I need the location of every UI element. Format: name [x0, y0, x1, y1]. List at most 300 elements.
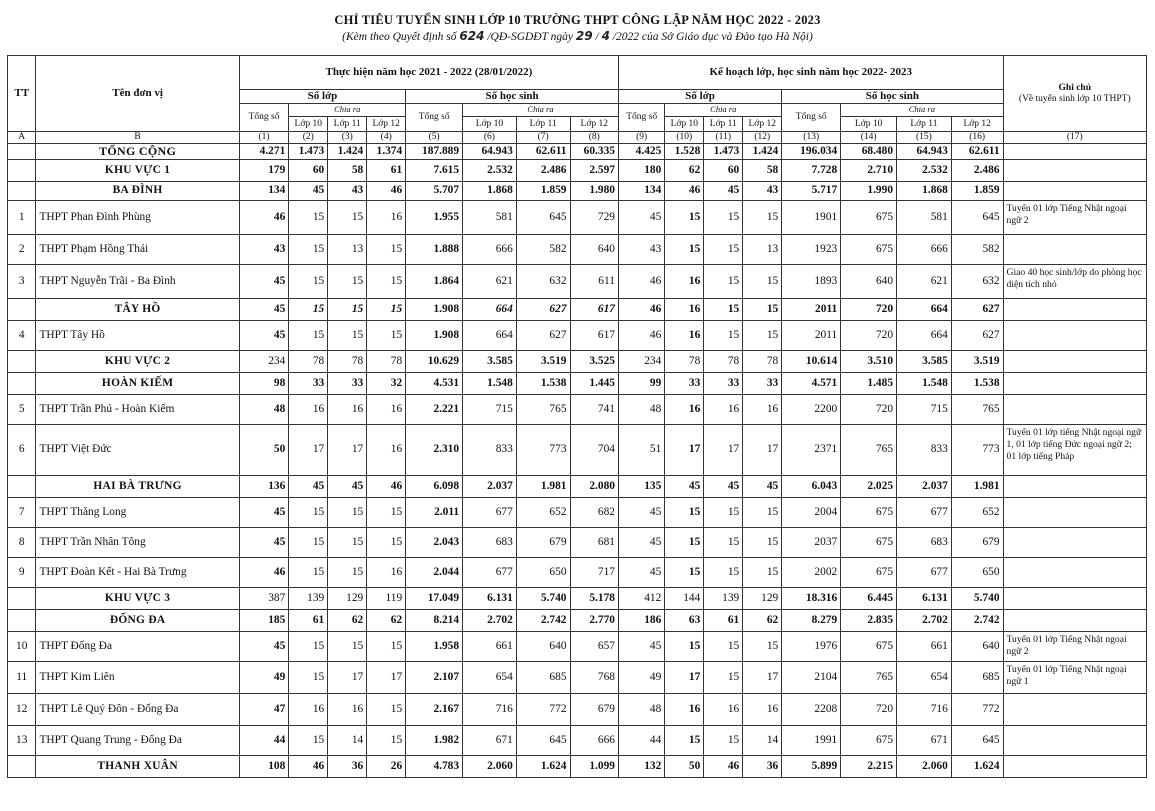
cell-value: 2.702 [463, 609, 517, 631]
cell-value: 46 [239, 557, 289, 587]
row-note [1003, 497, 1146, 527]
cell-value: 4.531 [406, 372, 463, 394]
table-row [8, 372, 1147, 394]
school-name: THPT Đoàn Kết - Hai Bà Trưng [36, 557, 239, 587]
cell-value: 632 [951, 264, 1003, 298]
cell-value: 2011 [782, 298, 841, 320]
cell-value: 1.374 [367, 143, 406, 159]
cell-value: 773 [516, 424, 570, 475]
cell-value: 98 [239, 372, 289, 394]
cell-value: 2.037 [897, 475, 952, 497]
cell-value: 15 [328, 631, 367, 661]
row-tt: 13 [8, 725, 36, 755]
row-note: Giao 40 học sinh/lớp do phòng học diện tích nhỏ [1003, 264, 1146, 298]
cell-value: 2.044 [406, 557, 463, 587]
cell-value: 16 [665, 693, 704, 725]
cell-value: 765 [951, 394, 1003, 424]
cell-value: 15 [665, 200, 704, 234]
row-tt [8, 181, 36, 200]
school-name: THPT Trần Phú - Hoàn Kiếm [36, 394, 239, 424]
header-ten-don-vi: Tên đơn vị [36, 56, 239, 132]
subtitle-part-4: /2022 của Sở Giáo dục và Đào tạo Hà Nội) [609, 31, 813, 43]
cell-value: 16 [289, 693, 328, 725]
cell-value: 685 [516, 661, 570, 693]
cell-value: 14 [328, 725, 367, 755]
cell-value: 683 [897, 527, 952, 557]
cell-value: 716 [897, 693, 952, 725]
cell-value: 2.310 [406, 424, 463, 475]
cell-value: 715 [463, 394, 517, 424]
cell-value: 62 [665, 159, 704, 181]
row-note [1003, 350, 1146, 372]
group-name: KHU VỰC 2 [36, 350, 239, 372]
cell-value: 16 [367, 557, 406, 587]
column-index: (17) [1003, 132, 1146, 144]
cell-value: 4.271 [239, 143, 289, 159]
cell-value: 15 [704, 298, 743, 320]
cell-value: 765 [841, 661, 897, 693]
cell-value: 99 [618, 372, 664, 394]
cell-value: 45 [328, 475, 367, 497]
cell-value: 129 [328, 587, 367, 609]
cell-value: 46 [239, 200, 289, 234]
table-row [8, 755, 1147, 777]
cell-value: 650 [951, 557, 1003, 587]
cell-value: 15 [289, 527, 328, 557]
header-so-hs-2: Số học sinh [782, 90, 1003, 104]
cell-value: 15 [665, 497, 704, 527]
cell-value: 45 [618, 527, 664, 557]
school-name: THPT Kim Liên [36, 661, 239, 693]
cell-value: 2.060 [463, 755, 517, 777]
cell-value: 671 [463, 725, 517, 755]
cell-value: 768 [570, 661, 618, 693]
cell-value: 45 [239, 631, 289, 661]
cell-value: 2011 [782, 320, 841, 350]
cell-value: 108 [239, 755, 289, 777]
cell-value: 387 [239, 587, 289, 609]
cell-value: 2.221 [406, 394, 463, 424]
cell-value: 2.011 [406, 497, 463, 527]
cell-value: 2371 [782, 424, 841, 475]
cell-value: 15 [289, 661, 328, 693]
cell-value: 5.740 [951, 587, 1003, 609]
cell-value: 2.770 [570, 609, 618, 631]
cell-value: 4.425 [618, 143, 664, 159]
cell-value: 26 [367, 755, 406, 777]
cell-value: 664 [463, 298, 517, 320]
cell-value: 64.943 [897, 143, 952, 159]
cell-value: 1.424 [743, 143, 782, 159]
cell-value: 47 [239, 693, 289, 725]
cell-value: 1.908 [406, 298, 463, 320]
cell-value: 833 [897, 424, 952, 475]
cell-value: 645 [516, 725, 570, 755]
cell-value: 1.888 [406, 234, 463, 264]
cell-value: 2.080 [570, 475, 618, 497]
cell-value: 741 [570, 394, 618, 424]
column-index: (9) [618, 132, 664, 144]
cell-value: 61 [704, 609, 743, 631]
cell-value: 2208 [782, 693, 841, 725]
cell-value: 632 [516, 264, 570, 298]
cell-value: 33 [665, 372, 704, 394]
cell-value: 61 [367, 159, 406, 181]
header-so-lop-2: Số lớp [618, 90, 781, 104]
cell-value: 132 [618, 755, 664, 777]
row-tt [8, 587, 36, 609]
cell-value: 134 [618, 181, 664, 200]
cell-value: 2.702 [897, 609, 952, 631]
cell-value: 16 [328, 394, 367, 424]
cell-value: 43 [618, 234, 664, 264]
cell-value: 677 [897, 497, 952, 527]
cell-value: 43 [328, 181, 367, 200]
cell-value: 1.868 [463, 181, 517, 200]
table-row [8, 350, 1147, 372]
cell-value: 15 [289, 497, 328, 527]
cell-value: 36 [743, 755, 782, 777]
cell-value: 36 [328, 755, 367, 777]
cell-value: 2.043 [406, 527, 463, 557]
header-lop12: Lớp 12 [743, 117, 782, 132]
cell-value: 15 [289, 264, 328, 298]
row-tt [8, 298, 36, 320]
cell-value: 17 [328, 661, 367, 693]
cell-value: 2002 [782, 557, 841, 587]
cell-value: 180 [618, 159, 664, 181]
cell-value: 765 [516, 394, 570, 424]
cell-value: 15 [743, 298, 782, 320]
cell-value: 2.167 [406, 693, 463, 725]
row-note: Tuyển 01 lớp Tiếng Nhật ngoại ngữ 1 [1003, 661, 1146, 693]
cell-value: 61 [289, 609, 328, 631]
cell-value: 664 [463, 320, 517, 350]
cell-value: 15 [743, 527, 782, 557]
cell-value: 46 [618, 320, 664, 350]
school-name: THPT Quang Trung - Đống Đa [36, 725, 239, 755]
cell-value: 17 [289, 424, 328, 475]
cell-value: 3.510 [841, 350, 897, 372]
cell-value: 15 [289, 725, 328, 755]
cell-value: 45 [239, 497, 289, 527]
cell-value: 715 [897, 394, 952, 424]
cell-value: 2004 [782, 497, 841, 527]
cell-value: 68.480 [841, 143, 897, 159]
cell-value: 15 [328, 557, 367, 587]
cell-value: 679 [516, 527, 570, 557]
cell-value: 671 [897, 725, 952, 755]
cell-value: 196.034 [782, 143, 841, 159]
column-index: (14) [841, 132, 897, 144]
cell-value: 15 [289, 631, 328, 661]
cell-value: 15 [704, 497, 743, 527]
cell-value: 682 [570, 497, 618, 527]
row-tt [8, 475, 36, 497]
cell-value: 32 [367, 372, 406, 394]
cell-value: 15 [665, 725, 704, 755]
cell-value: 58 [328, 159, 367, 181]
cell-value: 679 [951, 527, 1003, 557]
column-index: (15) [897, 132, 952, 144]
cell-value: 2.037 [463, 475, 517, 497]
cell-value: 645 [951, 200, 1003, 234]
row-tt: 10 [8, 631, 36, 661]
cell-value: 772 [516, 693, 570, 725]
cell-value: 15 [665, 631, 704, 661]
row-note [1003, 609, 1146, 631]
cell-value: 17 [328, 424, 367, 475]
cell-value: 45 [289, 181, 328, 200]
row-note [1003, 394, 1146, 424]
table-body [8, 143, 1147, 777]
cell-value: 15 [367, 298, 406, 320]
cell-value: 33 [704, 372, 743, 394]
cell-value: 62 [367, 609, 406, 631]
document-subtitle [0, 29, 1155, 43]
cell-value: 13 [328, 234, 367, 264]
row-tt [8, 143, 36, 159]
column-index: (12) [743, 132, 782, 144]
row-note [1003, 372, 1146, 394]
school-name: THPT Đống Đa [36, 631, 239, 661]
cell-value: 16 [367, 394, 406, 424]
group-name: ĐỐNG ĐA [36, 609, 239, 631]
column-index: A [8, 132, 36, 144]
cell-value: 640 [570, 234, 618, 264]
row-note [1003, 298, 1146, 320]
cell-value: 5.178 [570, 587, 618, 609]
group-name: KHU VỰC 3 [36, 587, 239, 609]
cell-value: 17 [665, 661, 704, 693]
cell-value: 1.538 [951, 372, 1003, 394]
cell-value: 1.548 [897, 372, 952, 394]
cell-value: 1.624 [516, 755, 570, 777]
row-note [1003, 725, 1146, 755]
cell-value: 5.717 [782, 181, 841, 200]
row-tt: 3 [8, 264, 36, 298]
cell-value: 17 [665, 424, 704, 475]
cell-value: 15 [367, 497, 406, 527]
cell-value: 3.519 [951, 350, 1003, 372]
table-row [8, 557, 1147, 587]
cell-value: 2.486 [516, 159, 570, 181]
cell-value: 48 [618, 394, 664, 424]
group-name: TỔNG CỘNG [36, 143, 239, 159]
cell-value: 677 [897, 557, 952, 587]
table-row [8, 143, 1147, 159]
cell-value: 45 [239, 320, 289, 350]
decision-day: 29 [575, 29, 593, 43]
cell-value: 15 [743, 497, 782, 527]
cell-value: 652 [516, 497, 570, 527]
cell-value: 640 [951, 631, 1003, 661]
group-name: HAI BÀ TRƯNG [36, 475, 239, 497]
cell-value: 16 [367, 424, 406, 475]
group-name: TÂY HỒ [36, 298, 239, 320]
cell-value: 15 [328, 200, 367, 234]
column-index: B [36, 132, 239, 144]
cell-value: 1.859 [951, 181, 1003, 200]
school-name: THPT Việt Đức [36, 424, 239, 475]
table-row [8, 693, 1147, 725]
cell-value: 45 [239, 298, 289, 320]
cell-value: 1.868 [897, 181, 952, 200]
cell-value: 675 [841, 725, 897, 755]
cell-value: 3.585 [463, 350, 517, 372]
header-ke-hoach: Kế hoạch lớp, học sinh năm học 2022- 2023 [618, 56, 1003, 90]
cell-value: 60 [704, 159, 743, 181]
row-tt [8, 372, 36, 394]
cell-value: 119 [367, 587, 406, 609]
cell-value: 675 [841, 631, 897, 661]
table-row [8, 609, 1147, 631]
cell-value: 675 [841, 557, 897, 587]
cell-value: 43 [743, 181, 782, 200]
cell-value: 2104 [782, 661, 841, 693]
cell-value: 43 [239, 234, 289, 264]
cell-value: 582 [516, 234, 570, 264]
cell-value: 64.943 [463, 143, 517, 159]
cell-value: 78 [704, 350, 743, 372]
row-note [1003, 234, 1146, 264]
cell-value: 765 [841, 424, 897, 475]
cell-value: 15 [704, 234, 743, 264]
cell-value: 234 [618, 350, 664, 372]
column-index: (10) [665, 132, 704, 144]
school-name: THPT Tây Hồ [36, 320, 239, 350]
cell-value: 17 [367, 661, 406, 693]
cell-value: 14 [743, 725, 782, 755]
row-note [1003, 527, 1146, 557]
row-tt [8, 159, 36, 181]
cell-value: 62 [743, 609, 782, 631]
row-tt: 2 [8, 234, 36, 264]
cell-value: 675 [841, 497, 897, 527]
cell-value: 661 [897, 631, 952, 661]
school-name: THPT Trần Nhân Tông [36, 527, 239, 557]
cell-value: 720 [841, 693, 897, 725]
header-lop10: Lớp 10 [841, 117, 897, 132]
table-row [8, 497, 1147, 527]
school-name: THPT Thăng Long [36, 497, 239, 527]
row-note [1003, 159, 1146, 181]
row-note [1003, 557, 1146, 587]
row-tt: 4 [8, 320, 36, 350]
cell-value: 16 [704, 693, 743, 725]
cell-value: 2.710 [841, 159, 897, 181]
decision-number: 624 [459, 29, 485, 43]
cell-value: 1.982 [406, 725, 463, 755]
school-name: THPT Nguyễn Trãi - Ba Đình [36, 264, 239, 298]
cell-value: 581 [897, 200, 952, 234]
cell-value: 48 [618, 693, 664, 725]
header-lop12: Lớp 12 [951, 117, 1003, 132]
cell-value: 135 [618, 475, 664, 497]
table-row [8, 320, 1147, 350]
cell-value: 1.548 [463, 372, 517, 394]
cell-value: 627 [951, 298, 1003, 320]
column-index: (13) [782, 132, 841, 144]
cell-value: 2200 [782, 394, 841, 424]
cell-value: 1.955 [406, 200, 463, 234]
cell-value: 15 [743, 200, 782, 234]
cell-value: 17 [743, 661, 782, 693]
header-so-lop-1: Số lớp [239, 90, 405, 104]
cell-value: 5.740 [516, 587, 570, 609]
cell-value: 720 [841, 320, 897, 350]
cell-value: 15 [704, 631, 743, 661]
cell-value: 45 [704, 181, 743, 200]
cell-value: 15 [289, 200, 328, 234]
cell-value: 720 [841, 298, 897, 320]
cell-value: 16 [367, 200, 406, 234]
cell-value: 15 [367, 234, 406, 264]
cell-value: 62.611 [951, 143, 1003, 159]
cell-value: 15 [743, 320, 782, 350]
cell-value: 8.279 [782, 609, 841, 631]
row-tt: 8 [8, 527, 36, 557]
row-note: Tuyển 01 lớp tiếng Nhật ngoại ngữ 1, 01 lớp tiếng Đức ngoại ngữ 2; 01 lớp tiếng Pháp [1003, 424, 1146, 475]
cell-value: 5.899 [782, 755, 841, 777]
table-row [8, 475, 1147, 497]
cell-value: 15 [743, 631, 782, 661]
cell-value: 3.519 [516, 350, 570, 372]
cell-value: 7.615 [406, 159, 463, 181]
cell-value: 640 [841, 264, 897, 298]
cell-value: 3.585 [897, 350, 952, 372]
cell-value: 15 [289, 557, 328, 587]
cell-value: 16 [665, 394, 704, 424]
row-note [1003, 181, 1146, 200]
cell-value: 15 [367, 631, 406, 661]
cell-value: 50 [665, 755, 704, 777]
cell-value: 677 [463, 497, 517, 527]
cell-value: 15 [704, 661, 743, 693]
cell-value: 16 [289, 394, 328, 424]
cell-value: 627 [516, 298, 570, 320]
cell-value: 17 [743, 424, 782, 475]
cell-value: 15 [704, 320, 743, 350]
header-so-hs-1: Số học sinh [406, 90, 619, 104]
row-note [1003, 475, 1146, 497]
row-note: Tuyển 01 lớp Tiếng Nhật ngoại ngữ 2 [1003, 631, 1146, 661]
school-name: THPT Phan Đình Phùng [36, 200, 239, 234]
row-tt: 1 [8, 200, 36, 234]
cell-value: 621 [463, 264, 517, 298]
cell-value: 675 [841, 200, 897, 234]
cell-value: 15 [289, 298, 328, 320]
row-note [1003, 693, 1146, 725]
cell-value: 677 [463, 557, 517, 587]
cell-value: 185 [239, 609, 289, 631]
cell-value: 412 [618, 587, 664, 609]
table-row [8, 661, 1147, 693]
cell-value: 46 [704, 755, 743, 777]
cell-value: 10.629 [406, 350, 463, 372]
cell-value: 1893 [782, 264, 841, 298]
column-index: (16) [951, 132, 1003, 144]
cell-value: 60.335 [570, 143, 618, 159]
header-chia-ra-4: Chia ra [841, 104, 1003, 117]
cell-value: 833 [463, 424, 517, 475]
cell-value: 48 [239, 394, 289, 424]
table-row [8, 159, 1147, 181]
header-tong-so-2: Tổng số [406, 104, 463, 132]
cell-value: 45 [618, 497, 664, 527]
table-row [8, 298, 1147, 320]
cell-value: 15 [289, 234, 328, 264]
